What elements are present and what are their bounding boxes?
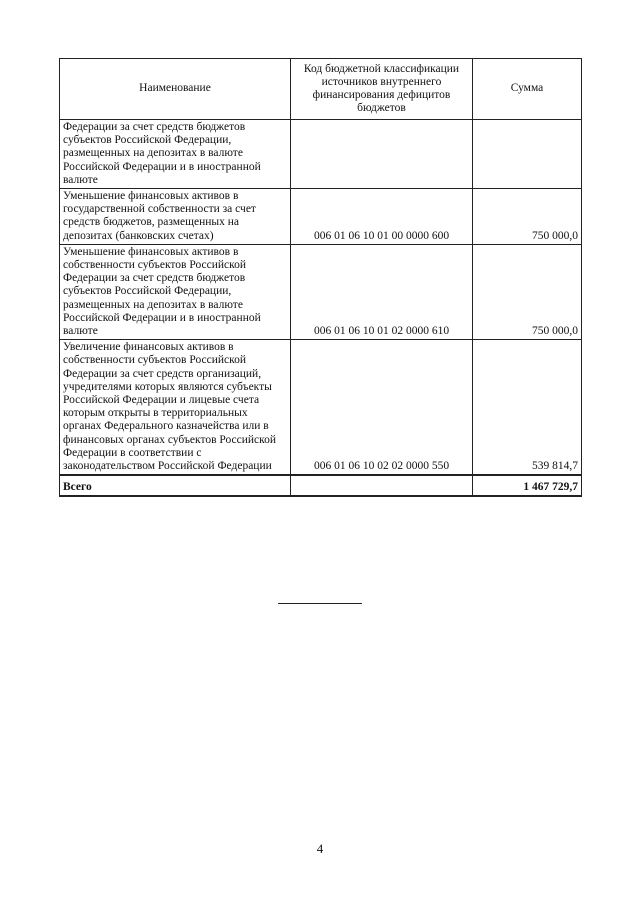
row-name: Уменьшение финансовых активов в государственной собственности за счет средств бюджетов, размещенных на депозитах (банковских счетах) (60, 189, 291, 245)
page-number: 4 (316, 841, 324, 856)
header-code: Код бюджетной классификации источников внутреннего финансирования дефицитов бюджетов (291, 59, 473, 120)
row-sum (473, 120, 582, 189)
total-code (291, 475, 473, 496)
table-row (60, 189, 582, 245)
table-row (60, 244, 582, 339)
table-row (60, 340, 582, 476)
row-name: Уменьшение финансовых активов в собственности субъектов Российской Федерации за счет средств бюджетов субъектов Российской Федерации, размещенных на депозитах в валюте Российской Федерации и в иностранной валюте (60, 244, 291, 339)
total-sum: 1 467 729,7 (473, 475, 582, 496)
row-code: 006 01 06 10 02 02 0000 550 (291, 340, 473, 476)
table-header-row (60, 59, 582, 120)
row-sum: 539 814,7 (473, 340, 582, 476)
total-label: Всего (60, 475, 291, 496)
row-name: Увеличение финансовых активов в собственности субъектов Российской Федерации за счет средств организаций, учредителями которых являются субъекты Российской Федерации и лицевые счета которым открыты в территориальных органах Федерального казначейства или в финансовых органах субъектов Российской Федерации в соответствии с законодательством Российской Федерации (60, 340, 291, 476)
row-name: Федерации за счет средств бюджетов субъектов Российской Федерации, размещенных на депозитах в валюте Российской Федерации и в иностранной валюте (60, 120, 291, 189)
budget-sources-table (59, 58, 582, 497)
header-sum: Сумма (473, 59, 582, 120)
row-code (291, 120, 473, 189)
row-sum: 750 000,0 (473, 189, 582, 245)
table-row (60, 120, 582, 189)
header-name: Наименование (60, 59, 291, 120)
row-code: 006 01 06 10 01 02 0000 610 (291, 244, 473, 339)
row-code: 006 01 06 10 01 00 0000 600 (291, 189, 473, 245)
total-row (60, 475, 582, 496)
row-sum: 750 000,0 (473, 244, 582, 339)
end-of-document-line (278, 603, 362, 604)
